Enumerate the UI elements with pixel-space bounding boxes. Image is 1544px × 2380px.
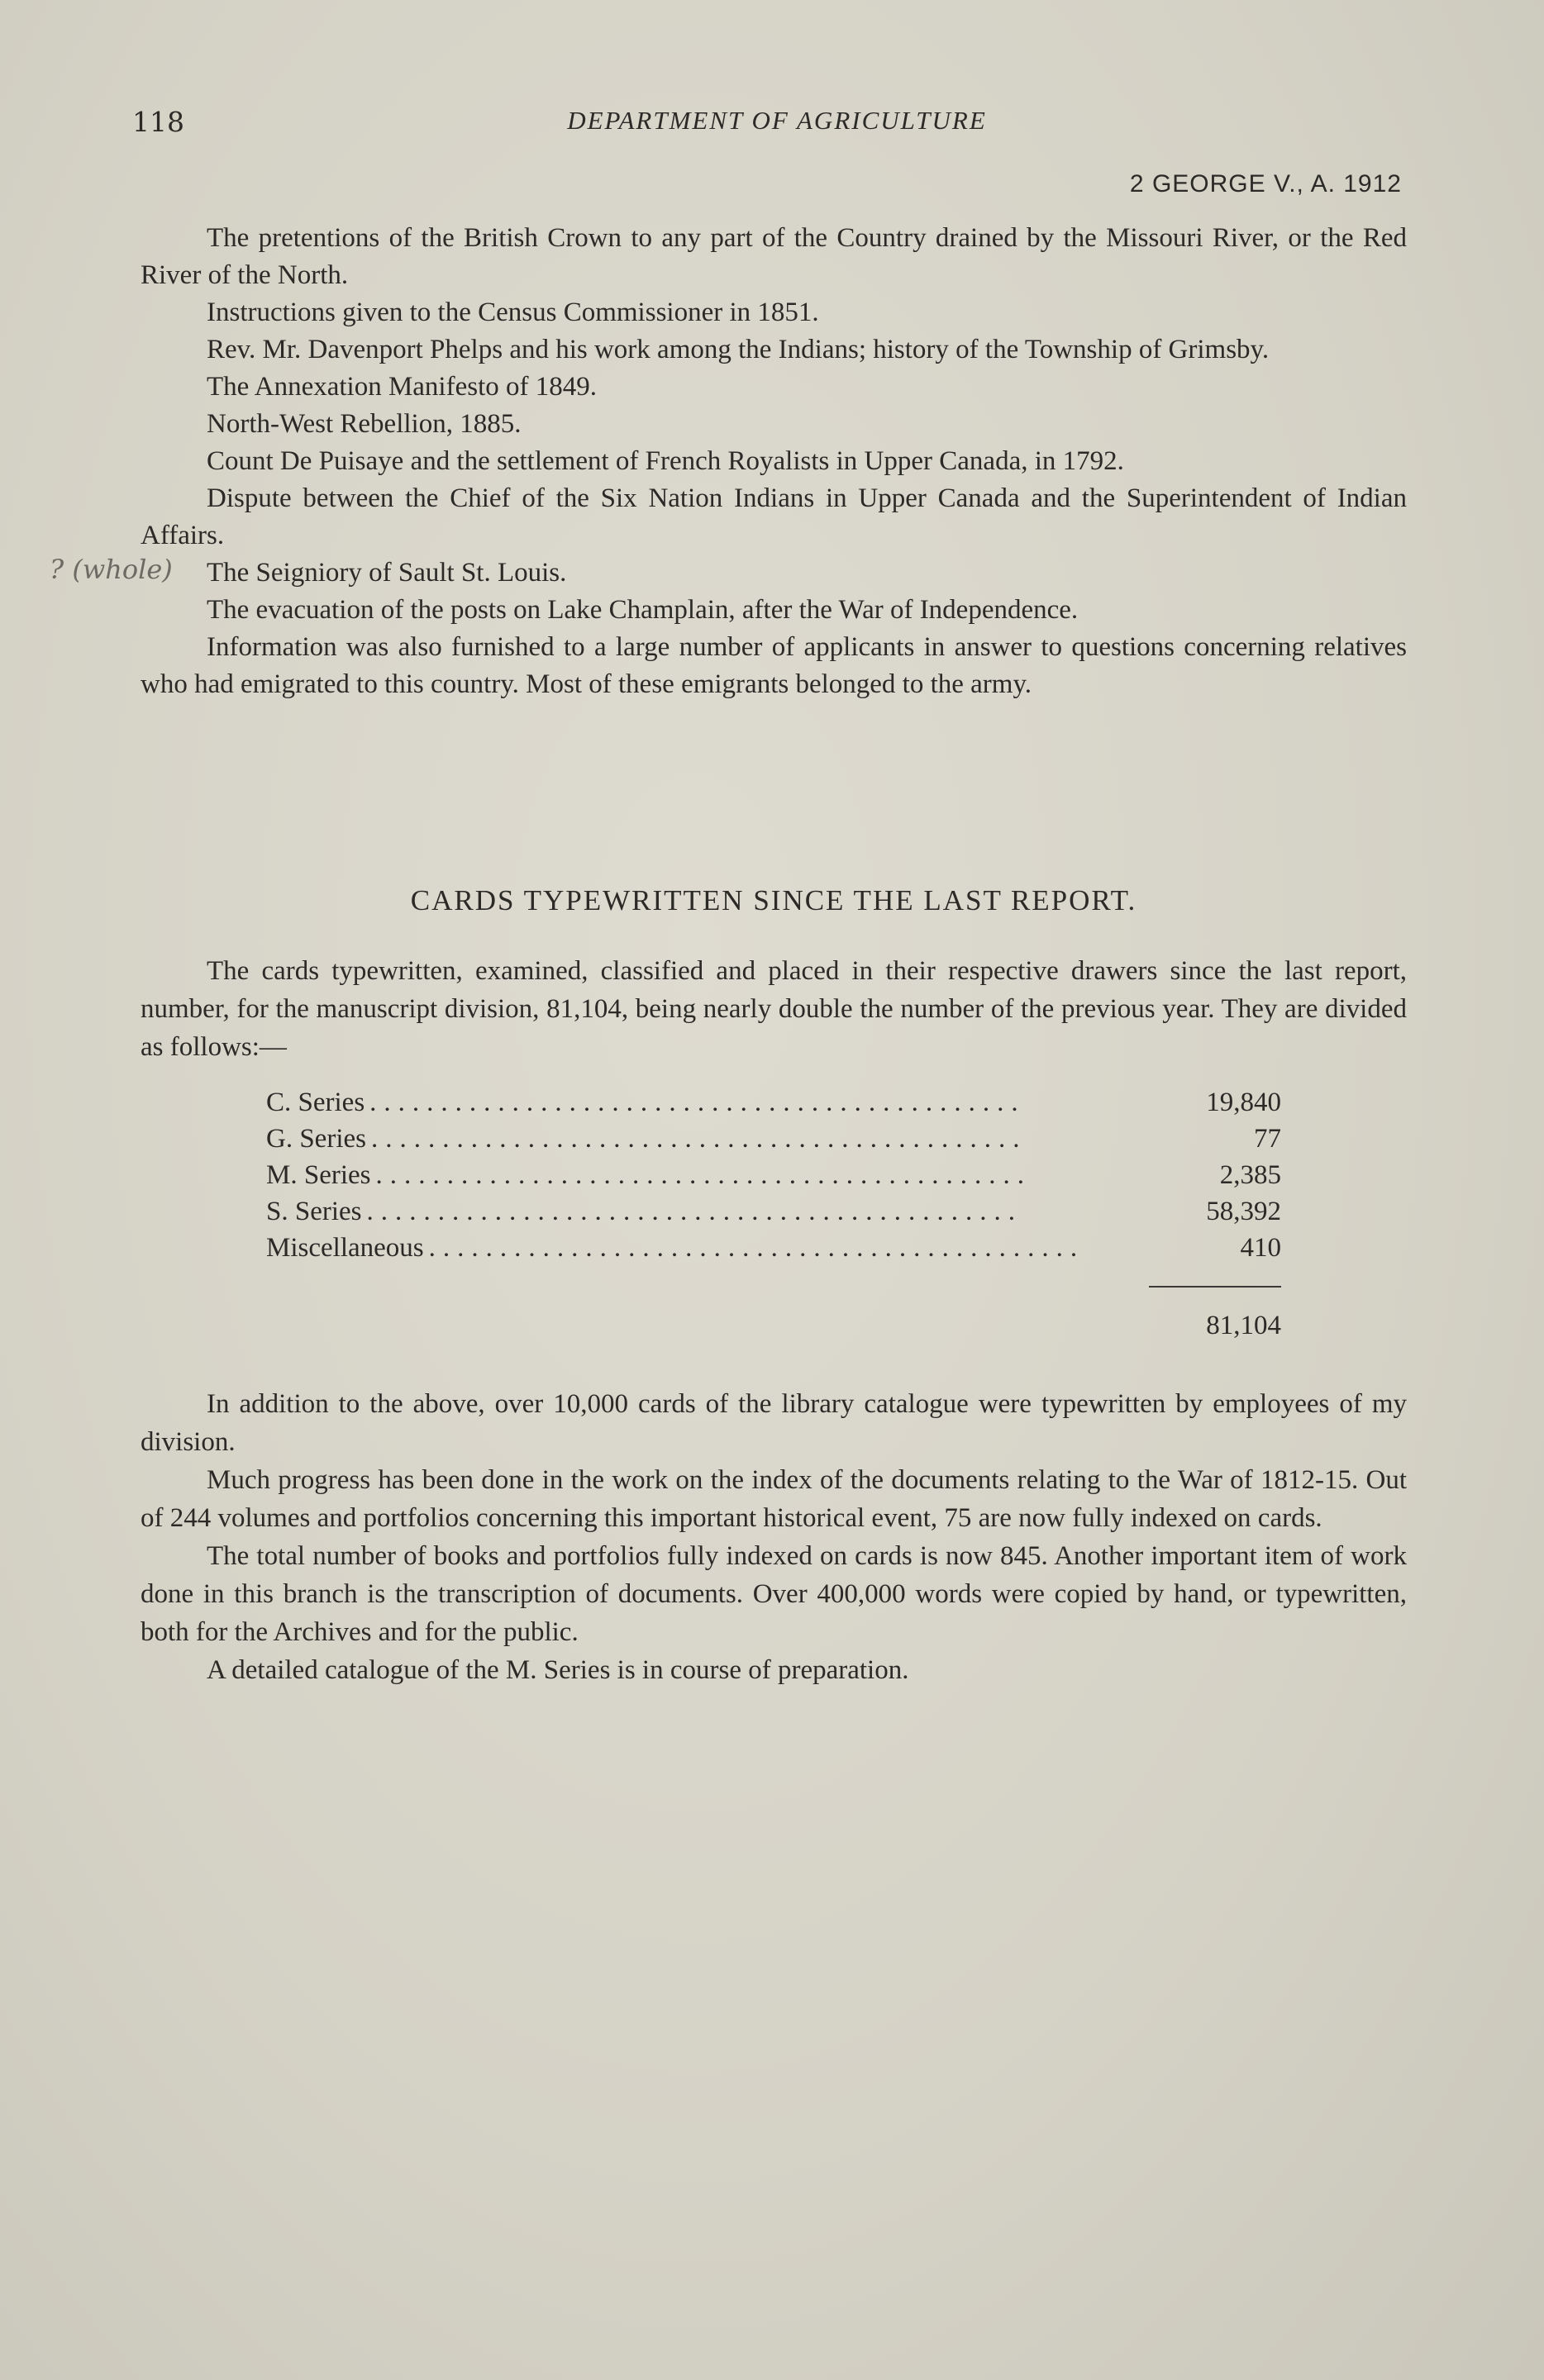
dot-leader: .............................................. bbox=[369, 1088, 1026, 1117]
series-total: 81,104 bbox=[1206, 1311, 1281, 1340]
topic-paragraph: The Annexation Manifesto of 1849. bbox=[207, 372, 597, 402]
intro-paragraph: The cards typewritten, examined, classified and placed in their respective drawers since the last report, number, for the manuscript division, 81,104, being nearly double the number of the previous year. They are divided as follows:— bbox=[141, 956, 1407, 1062]
series-row bbox=[266, 1233, 1281, 1269]
handwritten-margin-note: ? (whole) bbox=[50, 554, 173, 585]
closing-paragraph: The total number of books and portfolios fully indexed on cards is now 845. Another important item of work done in this branch is the transcription of documents. Over 400,000 words were copied by hand, or typewritten, both for the Archives and for the public. bbox=[141, 1541, 1407, 1647]
total-row bbox=[266, 1311, 1281, 1341]
total-rule bbox=[1149, 1286, 1281, 1288]
topic-paragraph: North-West Rebellion, 1885. bbox=[207, 409, 522, 439]
dot-leader: .............................................. bbox=[366, 1197, 1022, 1226]
dot-leader: .............................................. bbox=[428, 1233, 1085, 1263]
series-value: 2,385 bbox=[1219, 1160, 1281, 1190]
series-label: Miscellaneous bbox=[266, 1233, 424, 1263]
closing-paragraph: In addition to the above, over 10,000 cards of the library catalogue were typewritten by employees of my division. bbox=[141, 1389, 1407, 1457]
series-value: 77 bbox=[1254, 1124, 1281, 1154]
topics-list bbox=[141, 220, 1407, 703]
topic-paragraph: The pretentions of the British Crown to any part of the Country drained by the Missouri River, or the Red River of the North. bbox=[141, 223, 1407, 290]
section-heading: CARDS TYPEWRITTEN SINCE THE LAST REPORT. bbox=[410, 884, 1137, 916]
series-value: 58,392 bbox=[1206, 1197, 1281, 1226]
series-value: 410 bbox=[1240, 1233, 1281, 1263]
series-row bbox=[266, 1197, 1281, 1233]
series-label: S. Series bbox=[266, 1197, 362, 1226]
section-intro bbox=[141, 952, 1407, 1066]
series-row bbox=[266, 1160, 1281, 1197]
series-label: M. Series bbox=[266, 1160, 371, 1190]
dot-leader: .............................................. bbox=[370, 1124, 1027, 1154]
topic-paragraph: Count De Puisaye and the settlement of French Royalists in Upper Canada, in 1792. bbox=[207, 446, 1124, 476]
closing-paragraph: Much progress has been done in the work on the index of the documents relating to the War of 1812-15. Out of 244 volumes and portfolios concerning this important historical event, 75 are now fully indexed on cards. bbox=[141, 1465, 1407, 1533]
topic-paragraph: Information was also furnished to a large number of applicants in answer to questions concerning relatives who had emigrated to this country. Most of these emigrants belonged to the army. bbox=[141, 632, 1407, 699]
topic-paragraph: The evacuation of the posts on Lake Champlain, after the War of Independence. bbox=[207, 595, 1079, 625]
topic-paragraph: Instructions given to the Census Commissioner in 1851. bbox=[207, 298, 819, 327]
series-value: 19,840 bbox=[1206, 1088, 1281, 1117]
topic-paragraph: The Seigniory of Sault St. Louis. bbox=[207, 558, 567, 588]
page-number: 118 bbox=[132, 106, 184, 138]
running-title: DEPARTMENT OF AGRICULTURE bbox=[567, 106, 987, 135]
running-head bbox=[132, 106, 1422, 142]
series-label: C. Series bbox=[266, 1088, 365, 1117]
closing-paragraphs bbox=[141, 1385, 1407, 1689]
topic-paragraph: Rev. Mr. Davenport Phelps and his work among the Indians; history of the Township of Grimsby. bbox=[207, 335, 1270, 364]
topic-paragraph: Dispute between the Chief of the Six Nation Indians in Upper Canada and the Superintendent of Indian Affairs. bbox=[141, 483, 1407, 550]
closing-paragraph: A detailed catalogue of the M. Series is in course of preparation. bbox=[207, 1655, 909, 1685]
series-label: G. Series bbox=[266, 1124, 366, 1154]
dot-leader: .............................................. bbox=[375, 1160, 1032, 1190]
series-row bbox=[266, 1088, 1281, 1124]
series-row bbox=[266, 1124, 1281, 1160]
session-line: 2 GEORGE V., A. 1912 bbox=[1129, 170, 1402, 198]
series-table bbox=[266, 1088, 1281, 1341]
